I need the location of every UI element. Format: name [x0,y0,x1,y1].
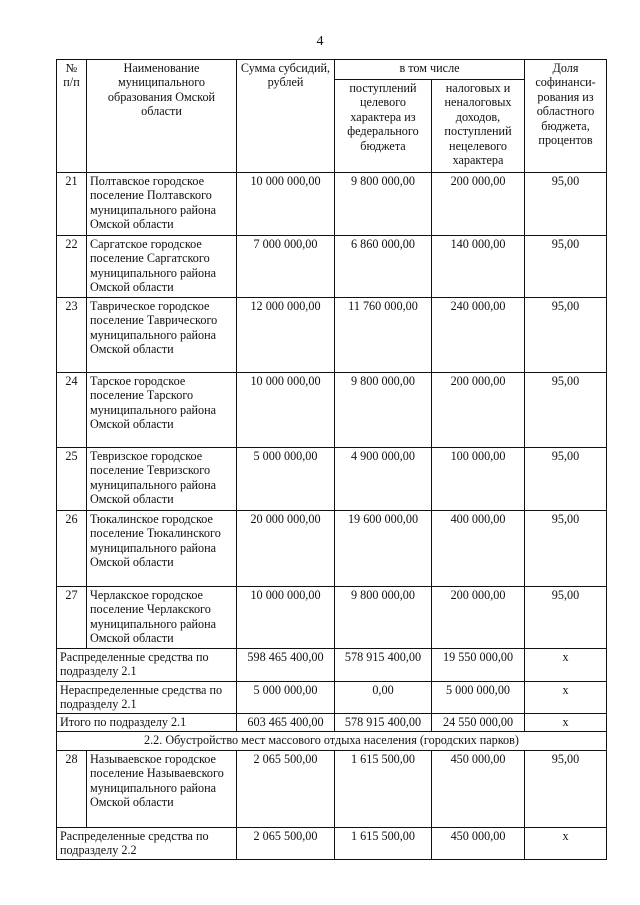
table-row [57,173,607,236]
row-name: Тюкалинское городское поселение Тюкалинского муниципального района Омской области [87,511,237,587]
table-row [57,587,607,649]
header-sum: Сумма субсидий, рублей [237,60,335,173]
row-tax: 200 000,00 [432,373,525,448]
row-num: 24 [57,373,87,448]
header-tax: налоговых и неналоговых доходов, поступлений нецелевого характера [432,80,525,173]
row-tax: 240 000,00 [432,298,525,373]
total-share: х [525,649,607,682]
row-num: 28 [57,750,87,827]
row-sum: 10 000 000,00 [237,373,335,448]
row-name: Полтавское городское поселение Полтавского муниципального района Омской области [87,173,237,236]
table-row [57,373,607,448]
table-row [57,236,607,298]
section-row [57,731,607,750]
total-tax: 24 550 000,00 [432,713,525,731]
row-sum: 20 000 000,00 [237,511,335,587]
header-row-top [57,60,607,80]
total-label: Нераспределенные средства по подразделу 2.1 [57,682,237,714]
row-name: Таврическое городское поселение Таврического муниципального района Омской области [87,298,237,373]
total-sum: 598 465 400,00 [237,649,335,682]
total-tax: 450 000,00 [432,827,525,859]
row-num: 25 [57,448,87,511]
row-tax: 100 000,00 [432,448,525,511]
total-sum: 2 065 500,00 [237,827,335,859]
row-fed: 9 800 000,00 [335,587,432,649]
row-fed: 1 615 500,00 [335,750,432,827]
table-row [57,511,607,587]
row-num: 23 [57,298,87,373]
page-number: 4 [316,34,324,49]
total-row [57,827,607,859]
header-share: Доля софинанси-рования из областного бюджета, процентов [525,60,607,173]
section-title: 2.2. Обустройство мест массового отдыха населения (городских парков) [57,731,607,750]
total-fed: 1 615 500,00 [335,827,432,859]
header-including: в том числе [335,60,525,80]
row-tax: 200 000,00 [432,173,525,236]
row-tax: 140 000,00 [432,236,525,298]
row-share: 95,00 [525,173,607,236]
table-row [57,750,607,827]
row-sum: 10 000 000,00 [237,587,335,649]
row-num: 21 [57,173,87,236]
row-name: Тевризское городское поселение Тевризского муниципального района Омской области [87,448,237,511]
row-name: Саргатское городское поселение Саргатского муниципального района Омской области [87,236,237,298]
row-fed: 9 800 000,00 [335,373,432,448]
total-tax: 19 550 000,00 [432,649,525,682]
total-label: Распределенные средства по подразделу 2.1 [57,649,237,682]
row-fed: 19 600 000,00 [335,511,432,587]
row-sum: 12 000 000,00 [237,298,335,373]
header-name: Наименование муниципального образования Омской области [87,60,237,173]
row-tax: 450 000,00 [432,750,525,827]
total-row [57,713,607,731]
row-fed: 4 900 000,00 [335,448,432,511]
row-sum: 2 065 500,00 [237,750,335,827]
row-share: 95,00 [525,298,607,373]
row-share: 95,00 [525,587,607,649]
row-fed: 9 800 000,00 [335,173,432,236]
total-label: Распределенные средства по подразделу 2.2 [57,827,237,859]
total-share: х [525,827,607,859]
row-share: 95,00 [525,236,607,298]
row-share: 95,00 [525,373,607,448]
header-num: № п/п [57,60,87,173]
row-tax: 200 000,00 [432,587,525,649]
row-num: 26 [57,511,87,587]
total-sum: 603 465 400,00 [237,713,335,731]
total-share: х [525,682,607,714]
row-fed: 11 760 000,00 [335,298,432,373]
row-sum: 5 000 000,00 [237,448,335,511]
total-sum: 5 000 000,00 [237,682,335,714]
row-fed: 6 860 000,00 [335,236,432,298]
total-row [57,649,607,682]
subsidy-table [56,59,607,860]
row-share: 95,00 [525,750,607,827]
total-fed: 0,00 [335,682,432,714]
total-label: Итого по подразделу 2.1 [57,713,237,731]
total-tax: 5 000 000,00 [432,682,525,714]
row-share: 95,00 [525,511,607,587]
total-fed: 578 915 400,00 [335,649,432,682]
table-row [57,448,607,511]
row-sum: 7 000 000,00 [237,236,335,298]
total-row [57,682,607,714]
header-fed: поступлений целевого характера из федерального бюджета [335,80,432,173]
row-sum: 10 000 000,00 [237,173,335,236]
row-num: 27 [57,587,87,649]
row-tax: 400 000,00 [432,511,525,587]
row-name: Черлакское городское поселение Черлакского муниципального района Омской области [87,587,237,649]
table-row [57,298,607,373]
row-num: 22 [57,236,87,298]
row-name: Называевское городское поселение Называевского муниципального района Омской области [87,750,237,827]
row-name: Тарское городское поселение Тарского муниципального района Омской области [87,373,237,448]
row-share: 95,00 [525,448,607,511]
total-share: х [525,713,607,731]
total-fed: 578 915 400,00 [335,713,432,731]
